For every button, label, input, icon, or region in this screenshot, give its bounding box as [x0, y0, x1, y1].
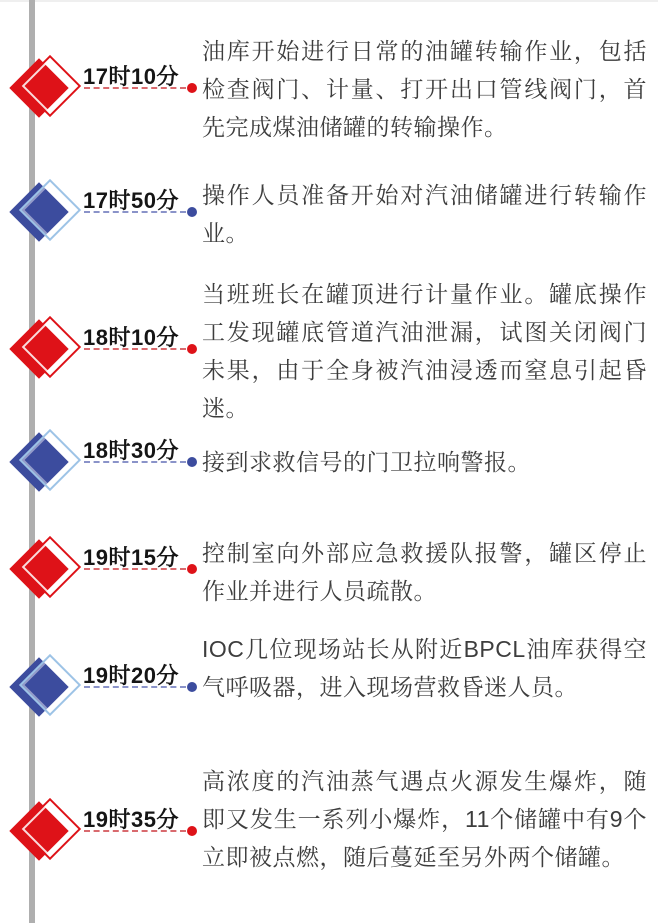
event-time: 17时10分	[83, 64, 179, 89]
event-description: 当班班长在罐顶进行计量作业。罐底操作工发现罐底管道汽油泄漏，试图关闭阀门未果，由于全身被汽油浸透而窒息引起昏迷。	[202, 281, 647, 421]
leader-dot-icon	[187, 457, 197, 467]
event-time: 18时10分	[83, 325, 179, 350]
leader-dot-icon	[187, 682, 197, 692]
event-description: 接到求救信号的门卫拉响警报。	[202, 449, 531, 475]
event-description: 操作人员准备开始对汽油储罐进行转输作业。	[202, 182, 647, 246]
event-time: 17时50分	[83, 188, 179, 213]
leader-dashed-line	[84, 830, 186, 832]
leader-dot-icon	[187, 564, 197, 574]
leader-dashed-line	[84, 686, 186, 688]
leader-dot-icon	[187, 826, 197, 836]
leader-dashed-line	[84, 348, 186, 350]
leader-dashed-line	[84, 461, 186, 463]
leader-dashed-line	[84, 568, 186, 570]
event-description: 油库开始进行日常的油罐转输作业，包括检查阀门、计量、打开出口管线阀门，首先完成煤油储罐的转输操作。	[202, 38, 647, 140]
event-time: 19时15分	[83, 545, 179, 570]
event-description: 控制室向外部应急救援队报警，罐区停止作业并进行人员疏散。	[202, 540, 647, 604]
event-description: IOC几位现场站长从附近BPCL油库获得空气呼吸器，进入现场营救昏迷人员。	[202, 636, 647, 700]
event-time: 18时30分	[83, 438, 179, 463]
event-time: 19时20分	[83, 663, 179, 688]
leader-dashed-line	[84, 87, 186, 89]
event-description: 高浓度的汽油蒸气遇点火源发生爆炸，随即又发生一系列小爆炸，11个储罐中有9个立即被点燃，随后蔓延至另外两个储罐。	[202, 768, 647, 870]
event-time: 19时35分	[83, 807, 179, 832]
leader-dot-icon	[187, 344, 197, 354]
leader-dot-icon	[187, 83, 197, 93]
leader-dashed-line	[84, 211, 186, 213]
page-top-edge	[0, 0, 658, 2]
leader-dot-icon	[187, 207, 197, 217]
